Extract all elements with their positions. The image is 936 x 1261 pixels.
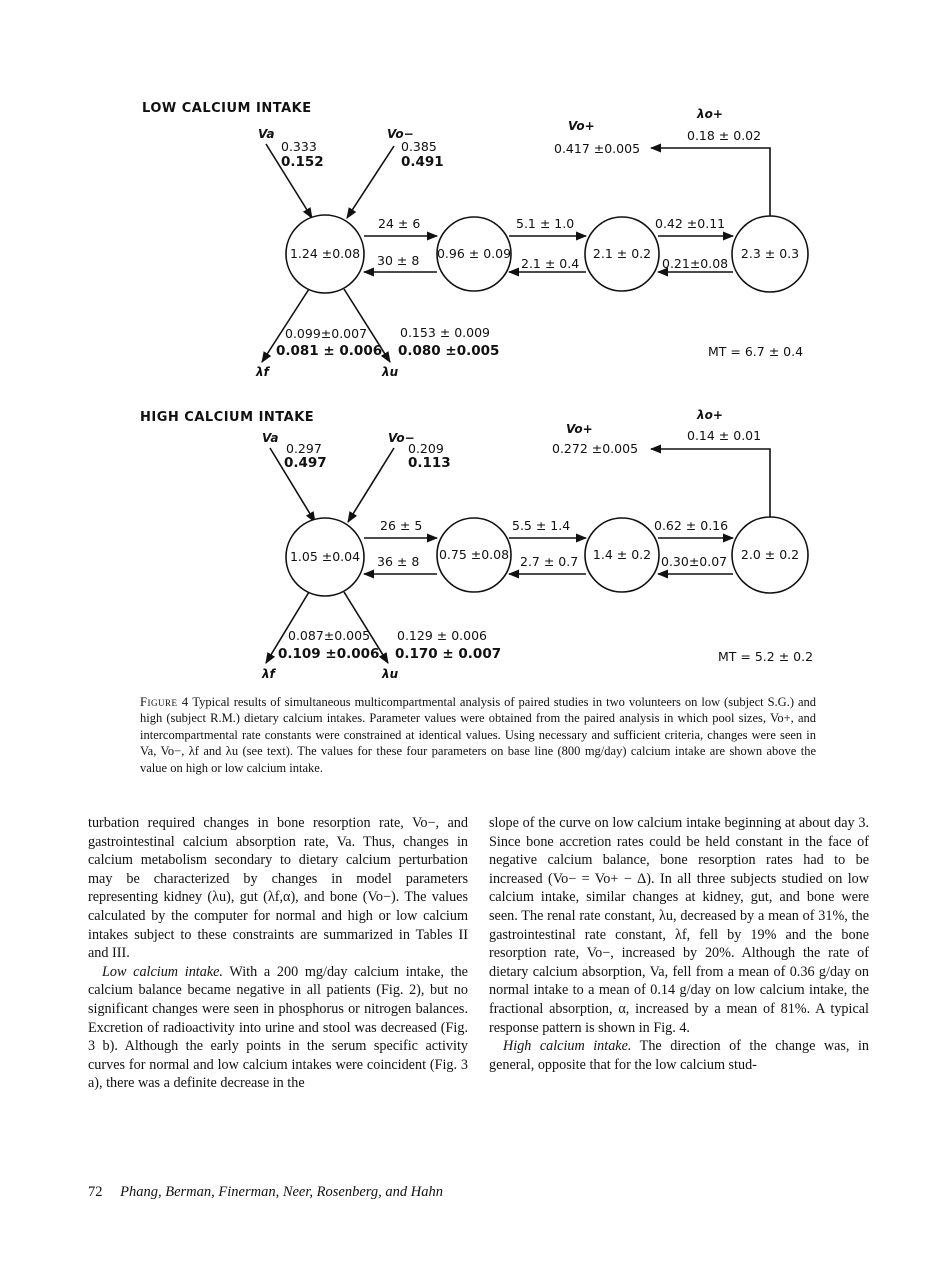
va-symbol: Va (258, 127, 275, 141)
lambda-f-symbol: λf (256, 365, 269, 379)
lambda-u-symbol: λu (382, 365, 399, 379)
lambda-u-value: 0.080 ±0.005 (398, 343, 500, 359)
total-mass: MT = 6.7 ± 0.4 (708, 344, 804, 359)
panel-title: LOW CALCIUM INTAKE (142, 101, 312, 116)
vo-plus-value: 0.417 ±0.005 (554, 141, 641, 156)
panel-title: HIGH CALCIUM INTAKE (140, 410, 315, 425)
paragraph-text: With a 200 mg/day calcium intake, the calcium balance became negative in all patients (Fig. 2), but no significant changes were seen in phosphorus or nitrogen balances. Excretion of radioactivity into urine and stool was decreased (Fig. 3 b). Although the early points in the serum specific activity curves for normal and low calcium intakes were coincident (Fig. 3 a), there was a definite decrease in the (88, 963, 468, 1092)
vo-minus-value: 0.491 (401, 154, 444, 170)
rate-2-to-1: 36 ± 8 (377, 554, 420, 569)
pool-1-size: 1.05 ±0.04 (289, 549, 361, 564)
va-symbol: Va (262, 431, 279, 445)
va-base-value: 0.333 (281, 139, 317, 154)
text-column-right (489, 814, 869, 1074)
vo-plus-symbol: Vo+ (568, 119, 595, 133)
paragraph (489, 1037, 869, 1074)
page-footer (88, 1184, 443, 1201)
lambda-f-value: 0.109 ±0.006 (278, 646, 380, 662)
lambda-u-base-value: 0.153 ± 0.009 (400, 325, 490, 340)
va-value: 0.497 (284, 455, 327, 471)
panel-high-calcium (140, 408, 813, 681)
vo-minus-value: 0.113 (408, 455, 451, 471)
vo-plus-arrow (651, 449, 770, 517)
page-number: 72 (88, 1184, 103, 1200)
lambda-o-symbol: λo+ (697, 107, 723, 121)
rate-2-to-3: 5.1 ± 1.0 (516, 216, 575, 231)
lambda-u-value: 0.170 ± 0.007 (395, 646, 502, 662)
run-in-heading: High calcium intake. (503, 1038, 632, 1055)
pool-2-size: 0.96 ± 0.09 (436, 246, 512, 261)
lambda-f-base-value: 0.099±0.007 (285, 326, 368, 341)
lambda-f-value: 0.081 ± 0.006 (276, 343, 383, 359)
paragraph-text: The direction of the change was, in general, opposite that for the low calcium stud- (489, 1038, 869, 1073)
va-value: 0.152 (281, 154, 324, 170)
lambda-u-symbol: λu (382, 667, 399, 681)
vo-minus-arrow (347, 146, 394, 218)
text-column-left (88, 814, 468, 1093)
paragraph (88, 963, 468, 1093)
lambda-o-symbol: λo+ (697, 408, 723, 422)
rate-3-to-2: 2.7 ± 0.7 (520, 554, 579, 569)
vo-minus-arrow (348, 448, 394, 522)
vo-minus-base-value: 0.209 (408, 441, 444, 456)
vo-minus-symbol: Vo− (387, 127, 414, 141)
figure-caption (140, 694, 816, 776)
rate-1-to-2: 26 ± 5 (380, 518, 423, 533)
caption-text: Typical results of simultaneous multicompartmental analysis of paired studies in two volunteers on low (subject S.G.) and high (subject R.M.) dietary calcium intakes. Parameter values were obtained from the paired analysis in which pool sizes, Vo+, and intercompartmental rate constants were constrained at identical values. Using necessary and sufficient criteria, changes were seen in Va, Vo−, λf and λu (see text). The values for these four parameters on base line (800 mg/day) calcium intake are shown above the value on high or low calcium intake. (140, 695, 816, 775)
pool-4-size: 2.3 ± 0.3 (740, 246, 800, 261)
va-base-value: 0.297 (286, 441, 322, 456)
pool-1-size: 1.24 ±0.08 (289, 246, 361, 261)
running-authors: Phang, Berman, Finerman, Neer, Rosenberg, and Hahn (120, 1184, 443, 1200)
paragraph: turbation required changes in bone resorption rate, Vo−, and gastrointestinal calcium absorption rate, Va. Thus, changes in calcium metabolism secondary to dietary calcium perturbation may be characterized by changes in model parameters representing kidney (λu), gut (λf,α), and bone (Vo−). The values calculated by the computer for normal and high or low calcium intakes subject to these constraints are summarized in Tables II and III. (88, 815, 468, 962)
rate-3-to-4: 0.62 ± 0.16 (654, 518, 729, 533)
panel-low-calcium (142, 101, 808, 379)
vo-minus-base-value: 0.385 (401, 139, 437, 154)
paragraph: slope of the curve on low calcium intake beginning at about day 3. Since bone accretion rates could be held constant in the face of negative calcium balance, bone resorption rates had to be increased (Vo− = Vo+ − Δ). In all three subjects studied on low calcium intake, similar changes at kidney, gut, and bone were seen. The renal rate constant, λu, decreased by a mean of 31%, the gastrointestinal rate constant, λf, fell by 19% and the bone resorption rate, Vo−, increased by 20%. Although the rate of dietary calcium absorption, Va, fell from a mean of 0.36 g/day on normal intake to a mean of 0.14 g/day on low calcium intake, the fractional absorption, α, increased by a mean of 81%. A typical response pattern is shown in Fig. 4. (489, 815, 869, 1036)
vo-plus-symbol: Vo+ (566, 422, 593, 436)
vo-plus-value: 0.272 ±0.005 (552, 441, 639, 456)
run-in-heading: Low calcium intake. (102, 963, 223, 980)
caption-label: Figure 4 (140, 695, 189, 709)
lambda-u-base-value: 0.129 ± 0.006 (397, 628, 487, 643)
pool-2-size: 0.75 ±0.08 (438, 547, 510, 562)
lambda-o-value: 0.14 ± 0.01 (687, 428, 762, 443)
pool-3-size: 2.1 ± 0.2 (592, 246, 652, 261)
rate-2-to-1: 30 ± 8 (377, 253, 420, 268)
vo-minus-symbol: Vo− (388, 431, 415, 445)
rate-3-to-4: 0.42 ±0.11 (655, 216, 726, 231)
vo-plus-arrow (651, 148, 770, 216)
rate-4-to-3: 0.21±0.08 (662, 256, 729, 271)
total-mass: MT = 5.2 ± 0.2 (718, 649, 814, 664)
rate-1-to-2: 24 ± 6 (378, 216, 421, 231)
lambda-f-symbol: λf (262, 667, 275, 681)
rate-4-to-3: 0.30±0.07 (661, 554, 728, 569)
pool-4-size: 2.0 ± 0.2 (740, 547, 800, 562)
rate-3-to-2: 2.1 ± 0.4 (521, 256, 580, 271)
lambda-o-value: 0.18 ± 0.02 (687, 128, 762, 143)
pool-3-size: 1.4 ± 0.2 (592, 547, 652, 562)
rate-2-to-3: 5.5 ± 1.4 (512, 518, 571, 533)
lambda-f-base-value: 0.087±0.005 (288, 628, 371, 643)
